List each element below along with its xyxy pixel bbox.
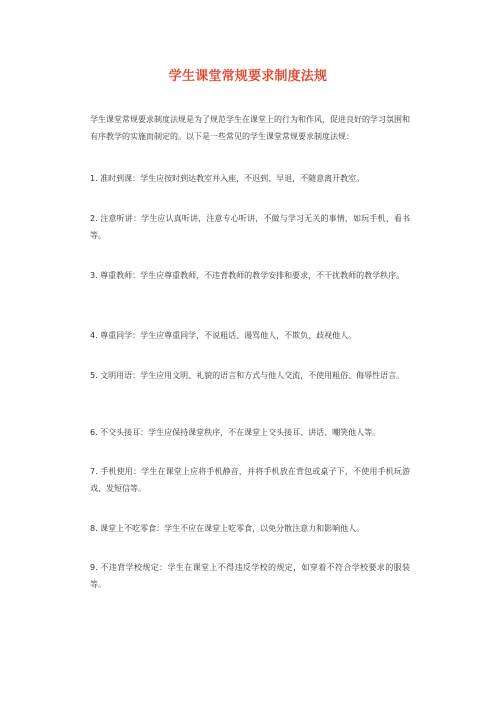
rule-item: 1. 准时到课：学生应按时到达教室并入座，不迟到、早退，不随意离开教室。 (90, 174, 365, 183)
rule-item: 3. 尊重教师：学生应尊重教师，不违背教师的教学安排和要求，不干扰教师的教学秩序。 (90, 271, 405, 280)
rule-item: 9. 不违背学校规定：学生在课堂上不得违反学校的规定，如穿着不符合学校要求的服装等。 (90, 563, 410, 589)
rule-item: 7. 手机使用：学生在课堂上应将手机静音，并将手机放在背包或桌子下，不使用手机玩游戏、发短信等。 (90, 467, 410, 493)
rule-item: 8. 课堂上不吃零食：学生不应在课堂上吃零食，以免分散注意力和影响他人。 (90, 524, 365, 533)
rule-item: 5. 文明用语：学生应用文明、礼貌的语言和方式与他人交流，不使用粗俗、侮辱性语言。 (90, 371, 405, 380)
document-title: 学生课堂常规要求制度法规 (168, 69, 328, 84)
rule-item: 6. 不交头接耳：学生应保持课堂秩序，不在课堂上交头接耳、讲话、嘲笑他人等。 (90, 428, 381, 437)
rule-item: 2. 注意听讲：学生应认真听讲，注意专心听讲，不做与学习无关的事情，如玩手机、看书等。 (90, 214, 410, 240)
intro-paragraph: 学生课堂常规要求制度法规是为了规范学生在课堂上的行为和作风，促进良好的学习氛围和有序教学的实施而制定的。以下是一些常见的学生课堂常规要求制度法规： (90, 115, 410, 141)
rule-item: 4. 尊重同学：学生应尊重同学，不说粗话、谩骂他人，不欺负、歧视他人。 (90, 331, 357, 340)
